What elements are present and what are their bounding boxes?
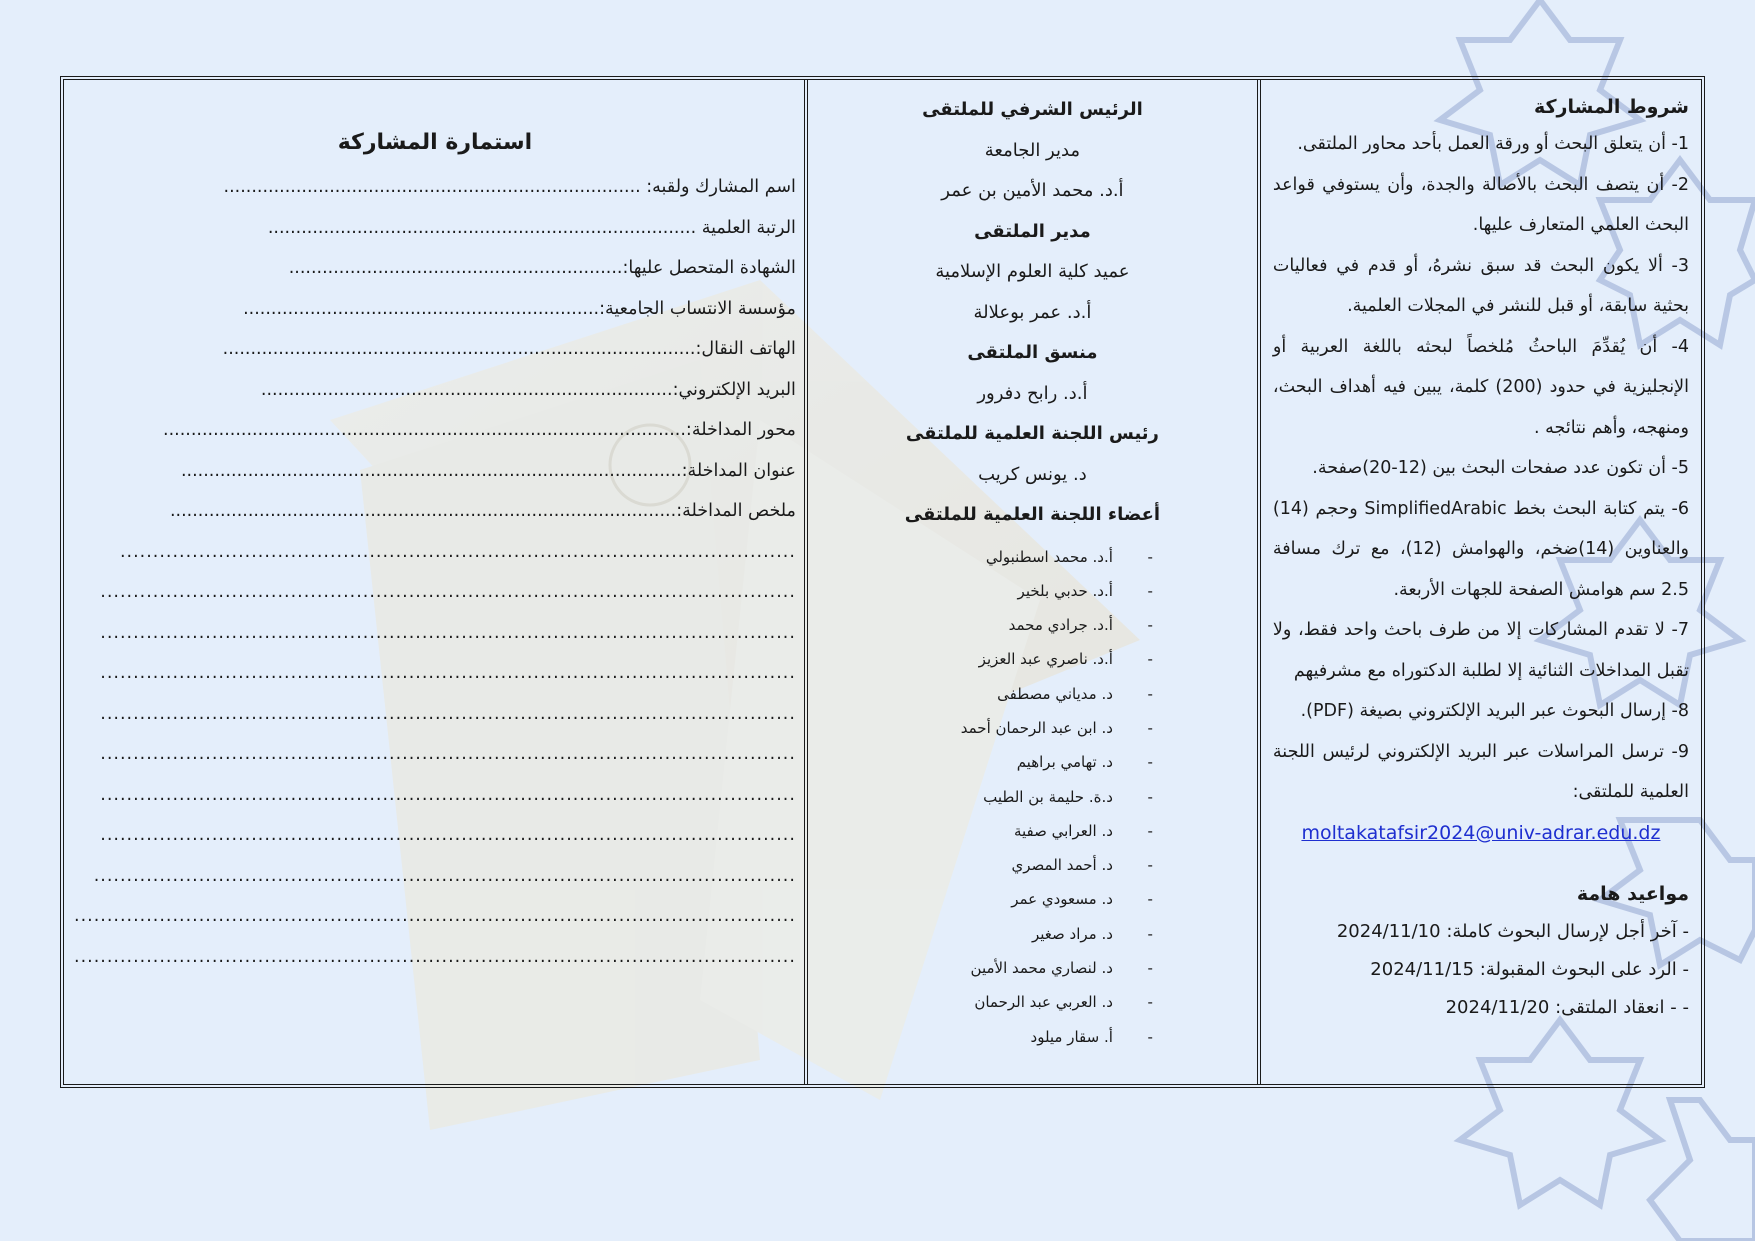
member-name: أ.د. حدبي بلخير — [1017, 581, 1113, 600]
dates-title: مواعيد هامة — [1576, 882, 1689, 905]
member-item — [822, 951, 1153, 985]
form-field — [74, 451, 796, 492]
member-bullet: - — [1147, 959, 1153, 978]
form-field-blank[interactable]: ............................................................ — [288, 258, 623, 278]
member-bullet: - — [1147, 718, 1153, 737]
member-name: د. أحمد المصري — [1011, 856, 1113, 875]
form-field-label: الرتبة العلمية — [696, 217, 796, 238]
summary-blank-line[interactable]: .......................................................................................................... — [100, 784, 796, 805]
form-field — [74, 289, 796, 330]
member-bullet: - — [1147, 650, 1153, 669]
condition-item: 9- ترسل المراسلات عبر البريد الإلكتروني لرئيس اللجنة العلمية للملتقى: — [1272, 741, 1689, 802]
member-bullet: - — [1147, 581, 1153, 600]
dates-list — [1273, 913, 1689, 1027]
member-name: د. مسعودي عمر — [1011, 890, 1113, 909]
condition-item: 2- أن يتصف البحث بالأصالة والجدة، وأن يستوفي قواعد البحث العلمي المتعارف عليها. — [1272, 174, 1689, 235]
form-fields — [74, 167, 796, 532]
member-name: د. تهامي براهيم — [1016, 753, 1113, 772]
form-field — [74, 410, 796, 451]
summary-blank-line[interactable]: .......................................................................................................... — [100, 825, 796, 845]
form-field-blank[interactable]: .......................................................................... — [260, 379, 673, 400]
form-field-label: البريد الإلكتروني: — [672, 379, 796, 400]
director-name: أ.د. عمر بوعلالة — [973, 301, 1092, 323]
member-bullet: - — [1147, 616, 1153, 635]
form-field-label: محور المداخلة: — [685, 420, 796, 440]
condition-item: 3- ألا يكون البحث قد سبق نشرهُ، أو قدم في فعاليات بحثية سابقة، أو قبل للنشر في المجلات العلمية. — [1272, 255, 1689, 316]
contact-email-link[interactable]: moltakatafsir2024@univ-adrar.edu.dz — [1301, 821, 1661, 844]
form-field-label: الشهادة المتحصل عليها: — [622, 258, 796, 278]
member-name: د. العربي عبد الرحمان — [974, 993, 1113, 1012]
member-bullet: - — [1147, 787, 1153, 806]
member-bullet: - — [1147, 890, 1153, 909]
summary-blank-line[interactable]: .......................................................................................................... — [100, 622, 796, 643]
form-field — [74, 208, 796, 249]
member-bullet: - — [1147, 924, 1153, 943]
form-field-label: الهاتف النقال: — [695, 339, 796, 359]
scientific-committee-head-title: رئيس اللجنة العلمية للملتقى — [905, 423, 1159, 444]
summary-blank-line[interactable]: .............................................................................................................. — [74, 946, 796, 967]
form-field-blank[interactable]: ..................................................................................... — [222, 339, 696, 359]
form-field — [74, 370, 796, 411]
brochure-frame — [60, 76, 1705, 1088]
member-name: د. ابن عبد الرحمان أحمد — [960, 718, 1113, 737]
form-field-label: مؤسسة الانتساب الجامعية: — [599, 298, 796, 319]
form-field-blank[interactable]: ........................................................................................... — [169, 501, 677, 521]
coordinator-title: منسق الملتقى — [967, 342, 1098, 363]
members-title: أعضاء اللجنة العلمية للملتقى — [904, 504, 1161, 525]
summary-blank-line[interactable]: .......................................................................................................... — [100, 703, 796, 724]
member-bullet: - — [1147, 1027, 1153, 1046]
scientific-committee-head-name: د. يونس كريب — [978, 463, 1087, 485]
member-item — [822, 745, 1153, 779]
form-field-label: عنوان المداخلة: — [681, 460, 796, 481]
form-field-label: ملخص المداخلة: — [676, 501, 796, 521]
member-item — [822, 985, 1153, 1019]
member-item — [822, 574, 1153, 608]
form-field — [74, 491, 796, 532]
member-name: أ.د. ناصري عبد العزيز — [978, 650, 1113, 669]
member-item — [822, 780, 1153, 814]
condition-item: 4- أن يُقدِّمَ الباحثُ مُلخصاً لبحثه باللغة العربية أو الإنجليزية في حدود (200) كلمة، يبين فيه أهداف البحث، ومنهجه، وأهم نتائجه . — [1272, 336, 1689, 438]
summary-blank-line[interactable]: .......................................................................................................... — [100, 582, 796, 602]
member-item — [822, 711, 1153, 745]
form-blank-lines — [74, 532, 796, 978]
summary-blank-line[interactable]: .............................................................................................................. — [74, 906, 796, 926]
member-name: د. مدياني مصطفى — [997, 684, 1113, 703]
summary-blank-line[interactable]: ........................................................................................................... — [93, 865, 796, 886]
member-item — [822, 848, 1153, 882]
date-item: - الرد على البحوث المقبولة: 2024/11/15 — [1370, 958, 1689, 980]
member-name: د.ة. حليمة بن الطيب — [983, 787, 1113, 806]
date-item: - - انعقاد الملتقى: 2024/11/20 — [1445, 996, 1689, 1018]
honorary-president-title: الرئيس الشرفي للملتقى — [922, 99, 1143, 120]
member-bullet: - — [1147, 993, 1153, 1012]
members-list — [822, 540, 1243, 1054]
member-bullet: - — [1147, 753, 1153, 772]
member-item — [822, 814, 1153, 848]
condition-item: 6- يتم كتابة البحث بخط SimplifiedArabic وحجم (14) والعناوين (14)ضخم، والهوامش (12)، مع ترك مسافة 2.5 سم هوامش الصفحة للجهات الأربعة. — [1272, 498, 1690, 600]
form-column — [64, 80, 804, 1084]
member-item — [822, 882, 1153, 916]
member-name: أ.د. محمد اسطنبولي — [985, 547, 1113, 566]
coordinator-name: أ.د. رابح دفرور — [977, 382, 1088, 404]
form-field — [74, 329, 796, 370]
member-name: أ. سقار ميلود — [1030, 1027, 1113, 1046]
member-item — [822, 677, 1153, 711]
form-field — [74, 248, 796, 289]
member-name: د. مراد صغير — [1032, 924, 1113, 943]
form-field-blank[interactable]: .......................................................................................... — [180, 460, 682, 481]
honorary-president-name: أ.د. محمد الأمين بن عمر — [941, 180, 1124, 201]
summary-blank-line[interactable]: ....................................................................................................... — [119, 541, 796, 562]
conditions-title: شروط المشاركة — [1533, 96, 1689, 118]
condition-item: 8- إرسال البحوث عبر البريد الإلكتروني بصيغة (PDF). — [1300, 701, 1689, 721]
condition-item: 7- لا تقدم المشاركات إلا من طرف باحث واحد فقط، ولا تقبل المداخلات الثنائية إلا لطلبة الدكتوراه مع مشرفيهم — [1272, 620, 1689, 681]
form-field — [74, 167, 796, 208]
member-name: د. لنصاري محمد الأمين — [970, 959, 1113, 978]
form-field-label: اسم المشارك ولقبه: — [640, 177, 796, 197]
form-field-blank[interactable]: ............................................................................. — [267, 217, 697, 238]
committee-column — [804, 80, 1257, 1084]
member-item — [822, 917, 1153, 951]
member-item — [822, 642, 1153, 676]
condition-item: 5- أن تكون عدد صفحات البحث بين (12-20)صفحة. — [1312, 458, 1689, 478]
member-item — [822, 608, 1153, 642]
member-name: أ.د. جرادي محمد — [1008, 616, 1113, 635]
member-item — [822, 540, 1153, 574]
member-item — [822, 1020, 1153, 1054]
director-role: عميد كلية العلوم الإسلامية — [935, 261, 1130, 282]
conditions-column — [1257, 80, 1701, 1084]
member-bullet: - — [1147, 684, 1153, 703]
member-bullet: - — [1147, 547, 1153, 566]
form-field-blank[interactable]: ........................................................................... — [223, 177, 641, 197]
conditions-list — [1273, 124, 1689, 813]
condition-item: 1- أن يتعلق البحث أو ورقة العمل بأحد محاور الملتقى. — [1297, 134, 1689, 154]
date-item: - آخر أجل لإرسال البحوث كاملة: 2024/11/10 — [1336, 920, 1689, 942]
honorary-president-role: مدير الجامعة — [984, 139, 1081, 161]
form-field-blank[interactable]: .............................................................................................. — [163, 420, 686, 440]
member-bullet: - — [1147, 856, 1153, 875]
director-title: مدير الملتقى — [974, 220, 1091, 242]
form-field-blank[interactable]: ................................................................ — [243, 298, 600, 319]
summary-blank-line[interactable]: .......................................................................................................... — [100, 663, 796, 683]
member-bullet: - — [1147, 821, 1153, 840]
form-title: استمارة المشاركة — [337, 130, 533, 155]
member-name: د. العرابي صفية — [1013, 821, 1113, 840]
summary-blank-line[interactable]: .......................................................................................................... — [100, 744, 796, 764]
